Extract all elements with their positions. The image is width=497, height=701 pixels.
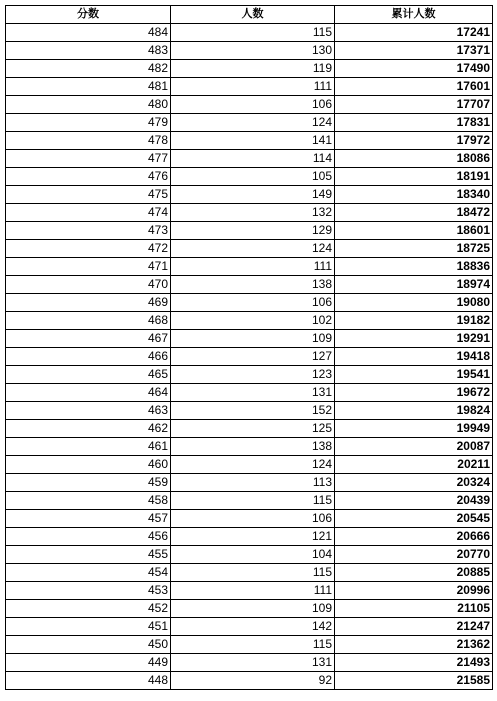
cumulative-cell: 20545 [335, 510, 493, 528]
score-cell: 451 [6, 618, 171, 636]
count-cell: 115 [171, 636, 335, 654]
cumulative-cell: 19541 [335, 366, 493, 384]
score-cell: 460 [6, 456, 171, 474]
cumulative-cell: 18974 [335, 276, 493, 294]
table-row [6, 258, 493, 276]
cumulative-cell: 21585 [335, 672, 493, 690]
score-cell: 468 [6, 312, 171, 330]
count-cell: 124 [171, 240, 335, 258]
count-cell: 115 [171, 24, 335, 42]
table-row [6, 240, 493, 258]
count-cell: 131 [171, 654, 335, 672]
score-cell: 459 [6, 474, 171, 492]
score-cell: 482 [6, 60, 171, 78]
score-cell: 461 [6, 438, 171, 456]
count-cell: 124 [171, 114, 335, 132]
cumulative-cell: 17601 [335, 78, 493, 96]
score-cell: 472 [6, 240, 171, 258]
header-cumulative: 累计人数 [335, 6, 493, 24]
cumulative-cell: 19824 [335, 402, 493, 420]
score-cell: 452 [6, 600, 171, 618]
count-cell: 106 [171, 294, 335, 312]
cumulative-cell: 21493 [335, 654, 493, 672]
cumulative-cell: 20211 [335, 456, 493, 474]
count-cell: 106 [171, 96, 335, 114]
score-cell: 471 [6, 258, 171, 276]
count-cell: 149 [171, 186, 335, 204]
score-cell: 478 [6, 132, 171, 150]
score-cell: 479 [6, 114, 171, 132]
cumulative-cell: 20770 [335, 546, 493, 564]
count-cell: 111 [171, 258, 335, 276]
cumulative-cell: 21105 [335, 600, 493, 618]
table-row [6, 600, 493, 618]
table-row [6, 384, 493, 402]
cumulative-cell: 17707 [335, 96, 493, 114]
count-cell: 109 [171, 330, 335, 348]
count-cell: 121 [171, 528, 335, 546]
count-cell: 113 [171, 474, 335, 492]
table-row [6, 114, 493, 132]
count-cell: 123 [171, 366, 335, 384]
cumulative-cell: 17972 [335, 132, 493, 150]
cumulative-cell: 19182 [335, 312, 493, 330]
cumulative-cell: 18601 [335, 222, 493, 240]
table-row [6, 150, 493, 168]
table-row [6, 42, 493, 60]
count-cell: 132 [171, 204, 335, 222]
score-cell: 465 [6, 366, 171, 384]
cumulative-cell: 19080 [335, 294, 493, 312]
count-cell: 105 [171, 168, 335, 186]
count-cell: 138 [171, 276, 335, 294]
count-cell: 111 [171, 78, 335, 96]
cumulative-cell: 19672 [335, 384, 493, 402]
score-cell: 481 [6, 78, 171, 96]
table-row [6, 510, 493, 528]
cumulative-cell: 17490 [335, 60, 493, 78]
table-row [6, 636, 493, 654]
count-cell: 152 [171, 402, 335, 420]
score-cell: 457 [6, 510, 171, 528]
cumulative-cell: 18472 [335, 204, 493, 222]
cumulative-cell: 20439 [335, 492, 493, 510]
table-row [6, 492, 493, 510]
count-cell: 115 [171, 492, 335, 510]
table-row [6, 672, 493, 690]
table-row [6, 312, 493, 330]
table-row [6, 132, 493, 150]
score-cell: 480 [6, 96, 171, 114]
count-cell: 130 [171, 42, 335, 60]
cumulative-cell: 20666 [335, 528, 493, 546]
cumulative-cell: 18340 [335, 186, 493, 204]
cumulative-cell: 18725 [335, 240, 493, 258]
score-cell: 458 [6, 492, 171, 510]
count-cell: 124 [171, 456, 335, 474]
count-cell: 131 [171, 384, 335, 402]
table-row [6, 654, 493, 672]
cumulative-cell: 19418 [335, 348, 493, 366]
table-row [6, 222, 493, 240]
count-cell: 142 [171, 618, 335, 636]
count-cell: 119 [171, 60, 335, 78]
cumulative-cell: 18086 [335, 150, 493, 168]
table-row [6, 420, 493, 438]
count-cell: 102 [171, 312, 335, 330]
score-cell: 474 [6, 204, 171, 222]
score-cell: 448 [6, 672, 171, 690]
table-row [6, 528, 493, 546]
cumulative-cell: 17831 [335, 114, 493, 132]
table-row [6, 348, 493, 366]
score-cell: 450 [6, 636, 171, 654]
table-row [6, 546, 493, 564]
score-cell: 477 [6, 150, 171, 168]
score-cell: 463 [6, 402, 171, 420]
table-row [6, 456, 493, 474]
table-row [6, 168, 493, 186]
score-cell: 467 [6, 330, 171, 348]
header-score: 分数 [6, 6, 171, 24]
score-cell: 453 [6, 582, 171, 600]
cumulative-cell: 20885 [335, 564, 493, 582]
count-cell: 125 [171, 420, 335, 438]
table-row [6, 294, 493, 312]
count-cell: 111 [171, 582, 335, 600]
table-row [6, 204, 493, 222]
score-cell: 456 [6, 528, 171, 546]
table-row [6, 96, 493, 114]
table-header-row [6, 6, 493, 24]
count-cell: 127 [171, 348, 335, 366]
cumulative-cell: 20996 [335, 582, 493, 600]
score-cell: 466 [6, 348, 171, 366]
score-cell: 475 [6, 186, 171, 204]
score-cell: 464 [6, 384, 171, 402]
count-cell: 92 [171, 672, 335, 690]
cumulative-cell: 19949 [335, 420, 493, 438]
score-distribution-table [5, 5, 493, 690]
table-row [6, 330, 493, 348]
header-count: 人数 [171, 6, 335, 24]
cumulative-cell: 21247 [335, 618, 493, 636]
table-row [6, 366, 493, 384]
table-row [6, 186, 493, 204]
table-row [6, 474, 493, 492]
count-cell: 129 [171, 222, 335, 240]
score-cell: 455 [6, 546, 171, 564]
count-cell: 138 [171, 438, 335, 456]
score-cell: 476 [6, 168, 171, 186]
score-cell: 470 [6, 276, 171, 294]
count-cell: 109 [171, 600, 335, 618]
count-cell: 104 [171, 546, 335, 564]
cumulative-cell: 19291 [335, 330, 493, 348]
score-cell: 469 [6, 294, 171, 312]
table-row [6, 582, 493, 600]
table-row [6, 402, 493, 420]
cumulative-cell: 18836 [335, 258, 493, 276]
count-cell: 141 [171, 132, 335, 150]
table-row [6, 60, 493, 78]
cumulative-cell: 17371 [335, 42, 493, 60]
table-row [6, 564, 493, 582]
score-cell: 473 [6, 222, 171, 240]
cumulative-cell: 18191 [335, 168, 493, 186]
table-row [6, 78, 493, 96]
score-cell: 454 [6, 564, 171, 582]
count-cell: 114 [171, 150, 335, 168]
table-row [6, 438, 493, 456]
count-cell: 115 [171, 564, 335, 582]
count-cell: 106 [171, 510, 335, 528]
score-cell: 449 [6, 654, 171, 672]
cumulative-cell: 21362 [335, 636, 493, 654]
table-body [6, 24, 493, 690]
cumulative-cell: 20087 [335, 438, 493, 456]
cumulative-cell: 17241 [335, 24, 493, 42]
score-cell: 484 [6, 24, 171, 42]
score-cell: 462 [6, 420, 171, 438]
table-row [6, 276, 493, 294]
cumulative-cell: 20324 [335, 474, 493, 492]
score-cell: 483 [6, 42, 171, 60]
table-row [6, 24, 493, 42]
table-row [6, 618, 493, 636]
